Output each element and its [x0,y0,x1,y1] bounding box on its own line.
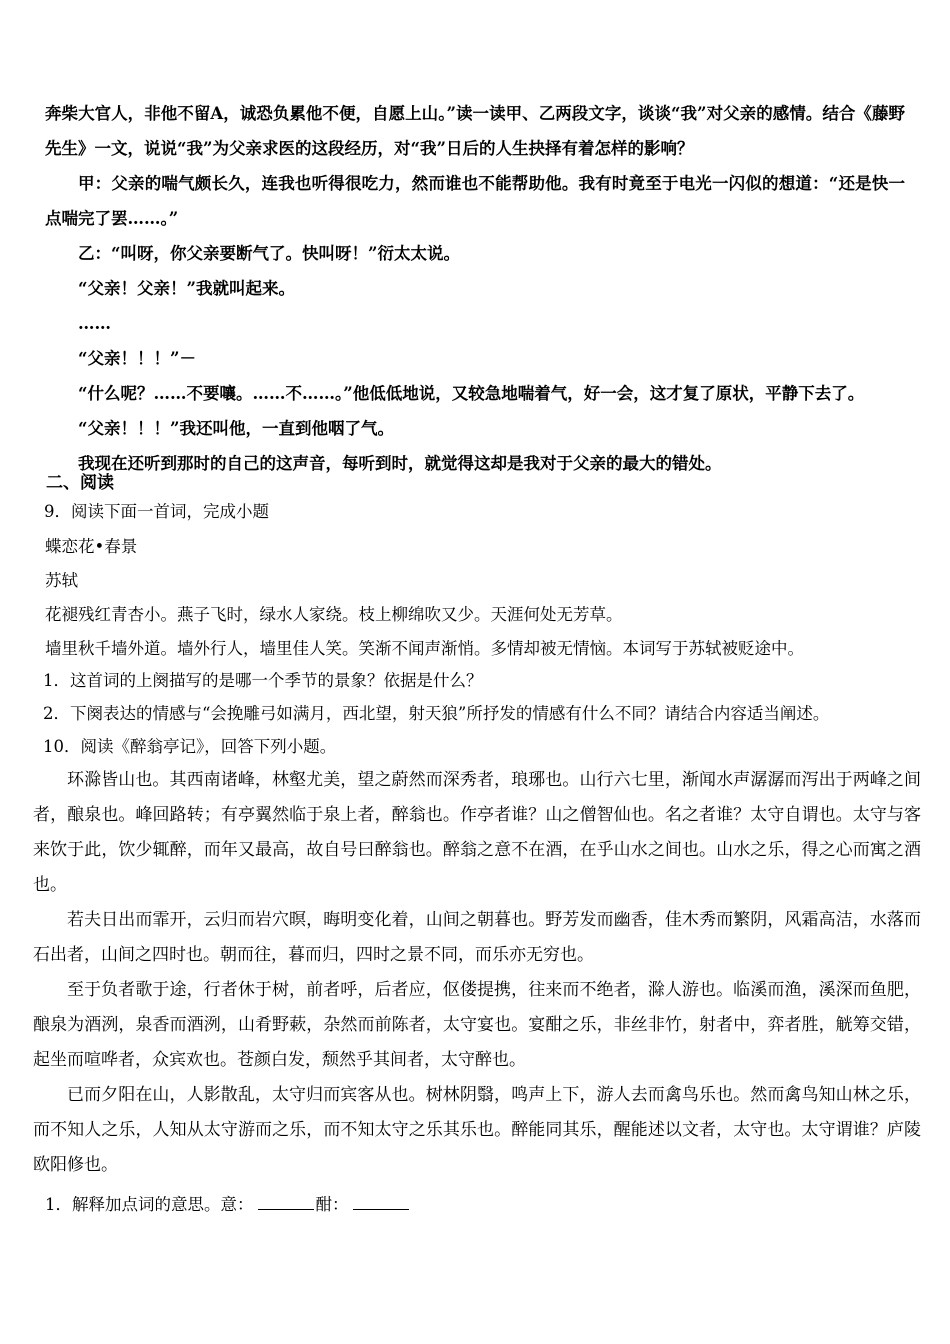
q9-sub-question-2: 2．下阕表达的情感与“会挽雕弓如满月，西北望，射天狼”所抒发的情感有什么不同？请结合内容适当阐述。 [43,704,830,723]
q10-sub-question-1-mid: 酣： [315,1195,349,1214]
intro-passage [45,96,905,481]
poem-title: 蝶恋花•春景 [45,537,138,556]
intro-paragraph: “父亲！！！”我还叫他，一直到他咽了气。 [78,419,394,438]
intro-paragraph: “父亲！父亲！”我就叫起来。 [78,279,295,298]
q10-sub-question-1-text: 1．解释加点词的意思。意： [45,1195,254,1214]
intro-paragraph-jia: 甲：父亲的喘气颇长久，连我也听得很吃力，然而谁也不能帮助他。我有时竟至于电光一闪似的想道：“还是快一点喘完了罢……。” [45,174,905,228]
intro-paragraph: “父亲！！！”－ [78,349,196,368]
question-9-prompt: 9．阅读下面一首词，完成小题 [44,502,269,521]
section-heading-reading: 二、阅读 [46,473,114,493]
poem-line: 墙里秋千墙外道。墙外行人，墙里佳人笑。笑渐不闻声渐悄。多情却被无情恼。本词写于苏轼被贬途中。 [45,639,804,658]
question-9-sub-questions [43,664,923,730]
intro-lead: 奔柴大官人，非他不留A，诚恐负累他不便，自愿上山。”读一读甲、乙两段文字，谈谈“我”对父亲的感情。结合《藤野先生》一文，说说“我”为父亲求医的这段经历，对“我”日后的人生抉择有着怎样的影响？ [45,104,905,158]
answer-blank-yi [258,1195,314,1210]
answer-blank-han [353,1195,409,1210]
passage-paragraph-3: 至于负者歌于途，行者休于树，前者呼，后者应，伛偻提携，往来而不绝者，滁人游也。临溪而渔，溪深而鱼肥，酿泉为酒洌，泉香而酒洌，山肴野蔌，杂然而前陈者，太守宴也。宴酣之乐，非丝非竹，射者中，弈者胜，觥筹交错，起坐而喧哗者，众宾欢也。苍颜白发，颓然乎其间者，太守醉也。 [33,980,921,1070]
intro-paragraph-closing: 我现在还听到那时的自己的这声音，每听到时，就觉得这却是我对于父亲的最大的错处。 [78,454,722,473]
passage-paragraph-4: 已而夕阳在山，人影散乱，太守归而宾客从也。树林阴翳，鸣声上下，游人去而禽鸟乐也。然而禽鸟知山林之乐，而不知人之乐，人知从太守游而之乐，而不知太守之乐其乐也。醉能同其乐，醒能述以文者，太守也。太守谓谁？庐陵欧阳修也。 [33,1085,921,1175]
poem-author: 苏轼 [45,571,78,590]
passage-paragraph-2: 若夫日出而霏开，云归而岩穴暝，晦明变化着，山间之朝暮也。野芳发而幽香，佳木秀而繁阴，风霜高洁，水落而石出者，山间之四时也。朝而往，暮而归，四时之景不同，而乐亦无穷也。 [33,910,921,965]
q9-sub-question-1: 1．这首词的上阕描写的是哪一个季节的景象？依据是什么？ [43,671,483,690]
intro-paragraph-ellipsis: …… [78,314,111,333]
intro-paragraph: “什么呢？……不要嚷。……不……。”他低低地说，又较急地喘着气，好一会，这才复了原状，平静下去了。 [78,384,865,403]
classical-passage-zuiwengtingji [33,763,921,1183]
question-10-prompt: 10．阅读《醉翁亭记》，回答下列小题。 [43,737,337,756]
poem [45,530,925,666]
intro-paragraph-yi: 乙：“叫呀，你父亲要断气了。快叫呀！”衍太太说。 [78,244,460,263]
passage-paragraph-1: 环滁皆山也。其西南诸峰，林壑尤美，望之蔚然而深秀者，琅琊也。山行六七里，渐闻水声潺潺而泻出于两峰之间者，酿泉也。峰回路转；有亭翼然临于泉上者，醉翁也。作亭者谁？山之僧智仙也。名之者谁？太守自谓也。太守与客来饮于此，饮少辄醉，而年又最高，故自号曰醉翁也。醉翁之意不在酒，在乎山水之间也。山水之乐，得之心而寓之酒也。 [33,770,921,895]
q10-sub-question-1 [45,1188,925,1221]
poem-line: 花褪残红青杏小。燕子飞时，绿水人家绕。枝上柳绵吹又少。天涯何处无芳草。 [45,605,623,624]
